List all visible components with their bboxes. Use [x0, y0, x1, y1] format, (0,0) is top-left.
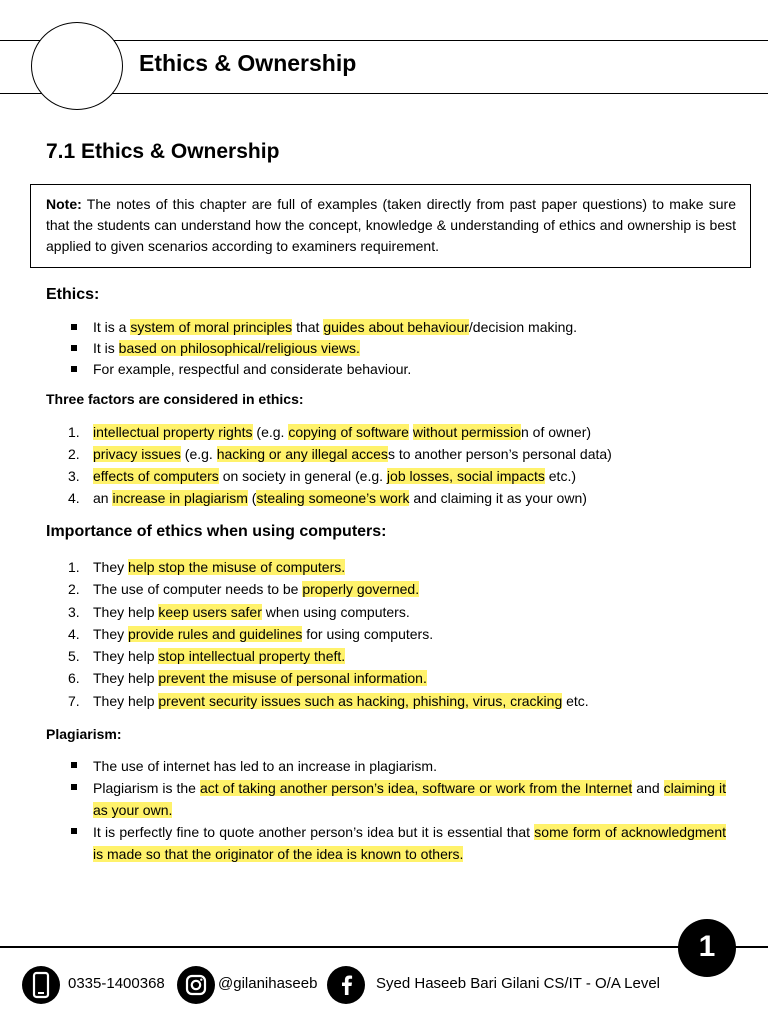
highlighted-text: system of moral principles — [130, 319, 293, 335]
footer-rule — [0, 946, 768, 948]
text-segment: (e.g. — [180, 446, 217, 462]
chapter-title: Ethics & Ownership — [139, 50, 357, 76]
highlighted-text: copying of software — [288, 424, 409, 440]
item-text — [93, 780, 726, 818]
text-segment: when using computers. — [261, 603, 410, 620]
header-bottom-rule — [0, 93, 768, 94]
highlighted-text: hacking or any illegal acces — [216, 446, 388, 462]
text-segment: They help — [93, 692, 159, 709]
text-segment: They — [93, 559, 129, 575]
importance-list — [46, 556, 726, 712]
highlighted-text: some form of acknowledgment is made so that the originator of the idea is known to others. — [93, 824, 726, 862]
factors-list — [46, 421, 726, 509]
instagram-icon — [177, 966, 215, 1004]
list-item: 7. They help prevent security issues such as hacking, phishing, virus, cracking etc. — [68, 692, 589, 709]
text-segment: The use of computer needs to be — [93, 581, 303, 598]
highlighted-text: stop intellectual property theft. — [158, 648, 346, 665]
list-item: 2. The use of computer needs to be properly governed. — [68, 581, 420, 598]
text-segment: For example, respectful and considerate behaviour. — [93, 361, 412, 377]
item-text — [93, 758, 437, 774]
highlighted-text: act of taking another person’s idea, software or work from the Internet — [199, 780, 633, 796]
highlighted-text: prevent the misuse of personal information. — [158, 670, 427, 687]
highlighted-text: prevent security issues such as hacking, phishing, virus, cracking — [158, 692, 563, 709]
text-segment: s to another person’s personal data) — [387, 446, 612, 462]
note-box — [30, 184, 751, 268]
text-segment: an — [93, 490, 113, 506]
highlighted-text: effects of computers — [93, 468, 219, 484]
item-text — [93, 670, 427, 686]
highlighted-text: help stop the misuse of computers. — [128, 559, 346, 575]
highlighted-text: properly governed. — [302, 581, 420, 598]
bullet-marker — [71, 345, 77, 351]
list-item — [46, 317, 726, 338]
ethics-heading: Ethics: — [46, 286, 100, 303]
item-text — [93, 693, 589, 709]
text-segment: and claiming it as your own) — [409, 490, 587, 506]
highlighted-text: privacy issues — [93, 446, 181, 462]
phone-icon — [22, 966, 60, 1004]
text-segment: They help — [93, 648, 159, 665]
list-item: 4. They provide rules and guidelines for using computers. — [68, 625, 434, 642]
ethics-bullet-list — [46, 317, 726, 380]
item-text — [93, 446, 612, 462]
text-segment: etc. — [562, 692, 589, 709]
factors-heading: Three factors are considered in ethics: — [46, 391, 304, 407]
list-item — [46, 338, 726, 359]
text-segment: Plagiarism is the — [93, 780, 200, 796]
text-segment: ( — [247, 490, 257, 506]
text-segment: They help — [93, 603, 159, 620]
text-segment: It is — [93, 340, 119, 356]
plagiarism-bullet-list — [46, 755, 726, 865]
plagiarism-heading: Plagiarism: — [46, 726, 122, 742]
text-segment: The use of internet has led to an increase in plagiarism. — [93, 758, 437, 774]
list-item: 6. They help prevent the misuse of personal information. — [68, 670, 427, 687]
bullet-marker — [71, 784, 77, 790]
text-segment: They help — [93, 670, 159, 687]
item-text — [93, 424, 591, 440]
text-segment: It is perfectly fine to quote another person’s idea but it is essential that — [93, 824, 535, 840]
list-item — [46, 755, 726, 777]
text-segment: and — [632, 780, 664, 796]
list-item — [46, 359, 726, 380]
list-item: 1. They help stop the misuse of computers. — [68, 559, 346, 575]
note-text: The notes of this chapter are full of examples (taken directly from past paper questions) to make sure that the students can understand how the concept, knowledge & understanding of ethics and ownership is best applied to given scenarios according to examiners requirement. — [46, 196, 736, 254]
instagram-handle: @gilanihaseeb — [218, 975, 318, 992]
item-text — [93, 319, 577, 335]
importance-heading: Importance of ethics when using computers: — [46, 523, 387, 540]
item-text — [93, 340, 360, 356]
item-text — [93, 559, 345, 575]
phone-number: 0335-1400368 — [68, 975, 165, 992]
section-title: 7.1 Ethics & Ownership — [46, 140, 280, 163]
item-text — [93, 648, 345, 664]
item-text — [93, 626, 433, 642]
highlighted-text: provide rules and guidelines — [128, 625, 303, 642]
item-text — [93, 824, 726, 862]
item-text — [93, 581, 419, 597]
author-credit: Syed Haseeb Bari Gilani CS/IT - O/A Level — [376, 975, 661, 992]
note-label: Note: — [46, 196, 82, 212]
highlighted-text: increase in plagiarism — [112, 490, 248, 506]
highlighted-text: without permissio — [412, 424, 521, 440]
text-segment: that — [292, 319, 324, 335]
text-segment: etc.) — [544, 468, 576, 484]
item-text — [93, 361, 411, 377]
highlighted-text: based on philosophical/religious views. — [118, 340, 360, 356]
text-segment: on society in general (e.g. — [218, 468, 387, 484]
list-item — [46, 777, 726, 821]
text-segment: It is a — [93, 319, 131, 335]
list-item: 4. an increase in plagiarism (stealing someone’s work and claiming it as your own) — [68, 490, 587, 506]
list-item — [46, 821, 726, 865]
highlighted-text: guides about behaviour — [323, 319, 469, 335]
text-segment: (e.g. — [252, 424, 289, 440]
bullet-marker — [71, 366, 77, 372]
facebook-icon — [327, 966, 365, 1004]
text-segment: /decision making. — [468, 319, 578, 335]
list-item: 3. They help keep users safer when using computers. — [68, 603, 410, 620]
text-segment: They — [93, 625, 129, 642]
item-text — [93, 604, 410, 620]
text-segment: for using computers. — [302, 625, 434, 642]
item-text — [93, 490, 587, 506]
highlighted-text: keep users safer — [158, 603, 262, 620]
list-item: 3. effects of computers on society in general (e.g. job losses, social impacts etc.) — [68, 468, 576, 484]
list-item: 5. They help stop intellectual property theft. — [68, 648, 346, 665]
bullet-marker — [71, 762, 77, 768]
list-item: 1. intellectual property rights (e.g. copying of software without permission of owner) — [68, 424, 592, 440]
bullet-marker — [71, 324, 77, 330]
text-segment: n of owner) — [521, 424, 592, 440]
highlighted-text: stealing someone’s work — [256, 490, 410, 506]
highlighted-text: claiming it as your own. — [93, 780, 727, 818]
list-item: 2. privacy issues (e.g. hacking or any illegal access to another person’s personal data) — [68, 446, 612, 462]
chapter-circle — [31, 22, 123, 110]
bullet-marker — [71, 828, 77, 834]
highlighted-text: job losses, social impacts — [386, 468, 545, 484]
highlighted-text: intellectual property rights — [93, 424, 253, 440]
item-text — [93, 468, 576, 484]
page-number: 1 — [678, 919, 736, 977]
